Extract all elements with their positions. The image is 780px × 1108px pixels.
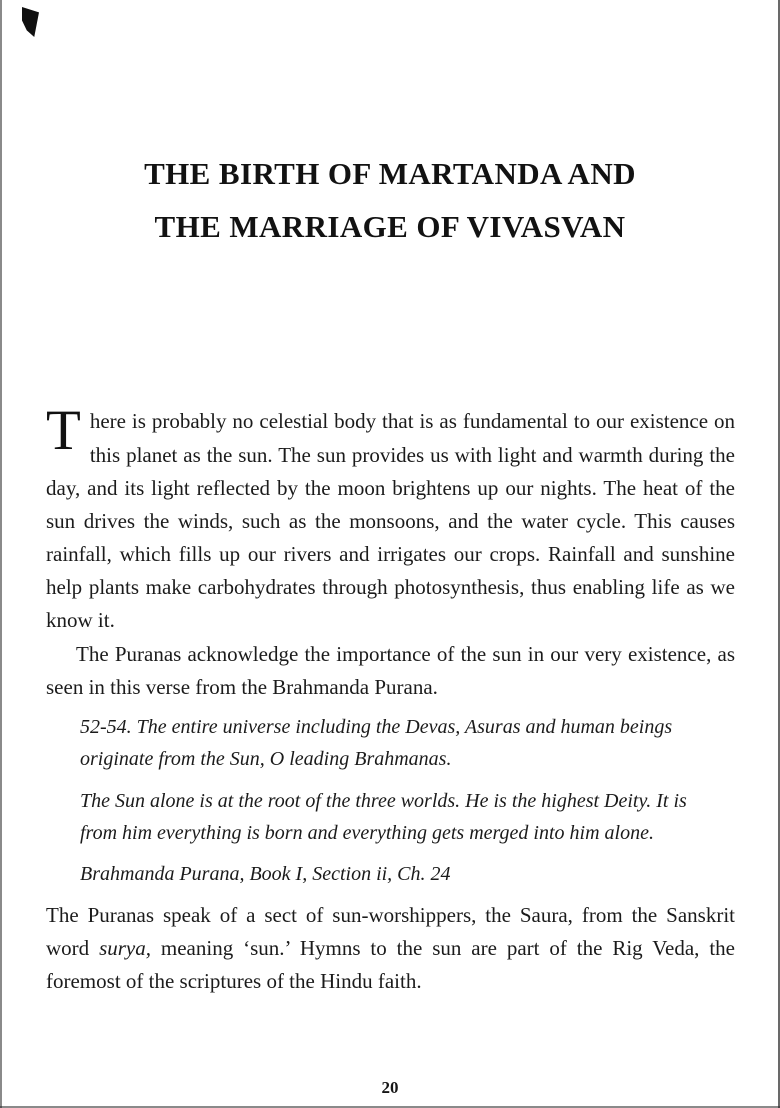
second-paragraph: The Puranas acknowledge the importance of the sun in our very existence, as seen in this verse from the Brahmanda Purana. — [46, 641, 735, 699]
scripture-quote — [80, 711, 709, 849]
quote-verse-2: The Sun alone is at the root of the three worlds. He is the highest Deity. It is from him everything is born and everything gets merged into him alone. — [80, 789, 687, 844]
drop-cap: T — [46, 399, 81, 463]
chapter-title-line-1: THE BIRTH OF MARTANDA AND — [144, 156, 636, 191]
closing-paragraph-italic-word: surya, — [99, 935, 151, 960]
chapter-title-line-2: THE MARRIAGE OF VIVASVAN — [154, 208, 626, 244]
chapter-title — [0, 0, 780, 253]
page-body — [46, 399, 735, 998]
scan-edge-left — [0, 0, 2, 1108]
closing-paragraph-part1: The Puranas speak of a sect of sun-worshippers, the Saura, from the Sanskrit word — [46, 902, 735, 960]
quote-verse-1: 52-54. The entire universe including the Devas, Asuras and human beings originate from the Sun, O leading Brahmanas. — [80, 715, 673, 770]
closing-paragraph-part2: meaning ‘sun.’ Hymns to the sun are part of the Rig Veda, the foremost of the scriptures of the Hindu faith. — [46, 935, 735, 993]
intro-paragraph-text: here is probably no celestial body that is as fundamental to our existence on this planet as the sun. The sun provides us with light and warmth during the day, and its light reflected by the moon brightens up our nights. The heat of the sun drives the winds, such as the monsoons, and the water cycle. This causes rainfall, which fills up our rivers and irrigates our crops. Rainfall and sunshine help plants make carbohydrates through photosynthesis, thus enabling life as we know it. — [46, 409, 735, 633]
closing-paragraph — [46, 899, 735, 999]
intro-paragraph — [46, 399, 735, 637]
page-number: 20 — [381, 1078, 399, 1097]
quote-citation: Brahmanda Purana, Book I, Section ii, Ch. 24 — [80, 862, 451, 885]
